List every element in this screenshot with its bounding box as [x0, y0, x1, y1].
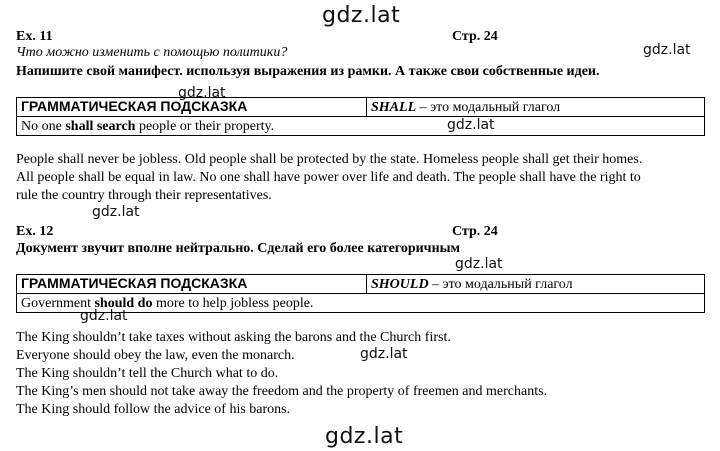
modal-description: – это модальный глагол [416, 99, 561, 115]
modal-keyword: SHOULD [371, 276, 429, 292]
grammar-hint-keyword-cell [367, 98, 705, 117]
watermark: gdz.lat [178, 85, 226, 101]
exercise-12-task: Документ звучит вполне нейтрально. Сделай его более категоричным [16, 241, 461, 256]
grammar-hint-title: ГРАММАТИЧЕСКАЯ ПОДСКАЗКА [21, 275, 248, 291]
example-text-pre: Government [21, 295, 95, 311]
example-text-pre: No one [21, 118, 66, 134]
answer-line: People shall never be jobless. Old people shall be protected by the state. Homeless people shall get their homes. [16, 152, 643, 167]
grammar-hint-keyword-cell [367, 275, 705, 294]
grammar-hint-title-cell [17, 98, 367, 117]
exercise-12-page: Стр. 24 [452, 224, 498, 239]
watermark: gdz.lat [455, 256, 503, 272]
grammar-hint-title-cell [17, 275, 367, 294]
exercise-11-number: Ex. 11 [16, 29, 53, 44]
watermark: gdz.lat [447, 117, 495, 133]
watermark: gdz.lat [92, 204, 140, 220]
grammar-hint-example-cell [17, 117, 705, 136]
answer-line: The King’s men should not take away the freedom and the property of freemen and merchants. [16, 384, 548, 399]
exercise-11-page: Стр. 24 [452, 29, 498, 44]
answer-line: Everyone should obey the law, even the monarch. [16, 348, 295, 363]
grammar-hint-box-shall [16, 97, 705, 136]
watermark-top: gdz.lat [322, 3, 401, 28]
example-text-post: people or their property. [135, 118, 275, 134]
exercise-12-number: Ex. 12 [16, 224, 54, 239]
watermark: gdz.lat [643, 42, 691, 58]
example-highlight: should do [94, 295, 153, 311]
answer-line: All people shall be equal in law. No one shall have power over life and death. The people shall have the right to [16, 170, 641, 185]
answer-line: The King shouldn’t tell the Church what to do. [16, 366, 279, 381]
watermark: gdz.lat [80, 308, 128, 324]
exercise-11-task: Напишите свой манифест. используя выражения из рамки. А также свои собственные идеи. [16, 64, 600, 79]
grammar-hint-example-cell [17, 294, 705, 313]
answer-line: The King should follow the advice of his barons. [16, 402, 291, 417]
grammar-hint-title: ГРАММАТИЧЕСКАЯ ПОДСКАЗКА [21, 98, 248, 114]
example-highlight: shall search [65, 118, 136, 134]
answer-line: rule the country through their representatives. [16, 188, 272, 203]
watermark-bottom: gdz.lat [325, 424, 404, 449]
modal-keyword: SHALL [371, 99, 417, 115]
watermark: gdz.lat [360, 346, 408, 362]
exercise-11-subtitle: Что можно изменить с помощью политики? [16, 45, 288, 60]
answer-line: The King shouldn’t take taxes without asking the barons and the Church first. [16, 330, 451, 345]
example-text-post: more to help jobless people. [152, 295, 314, 311]
grammar-hint-box-should [16, 274, 705, 313]
modal-description: – это модальный глагол [428, 276, 573, 292]
